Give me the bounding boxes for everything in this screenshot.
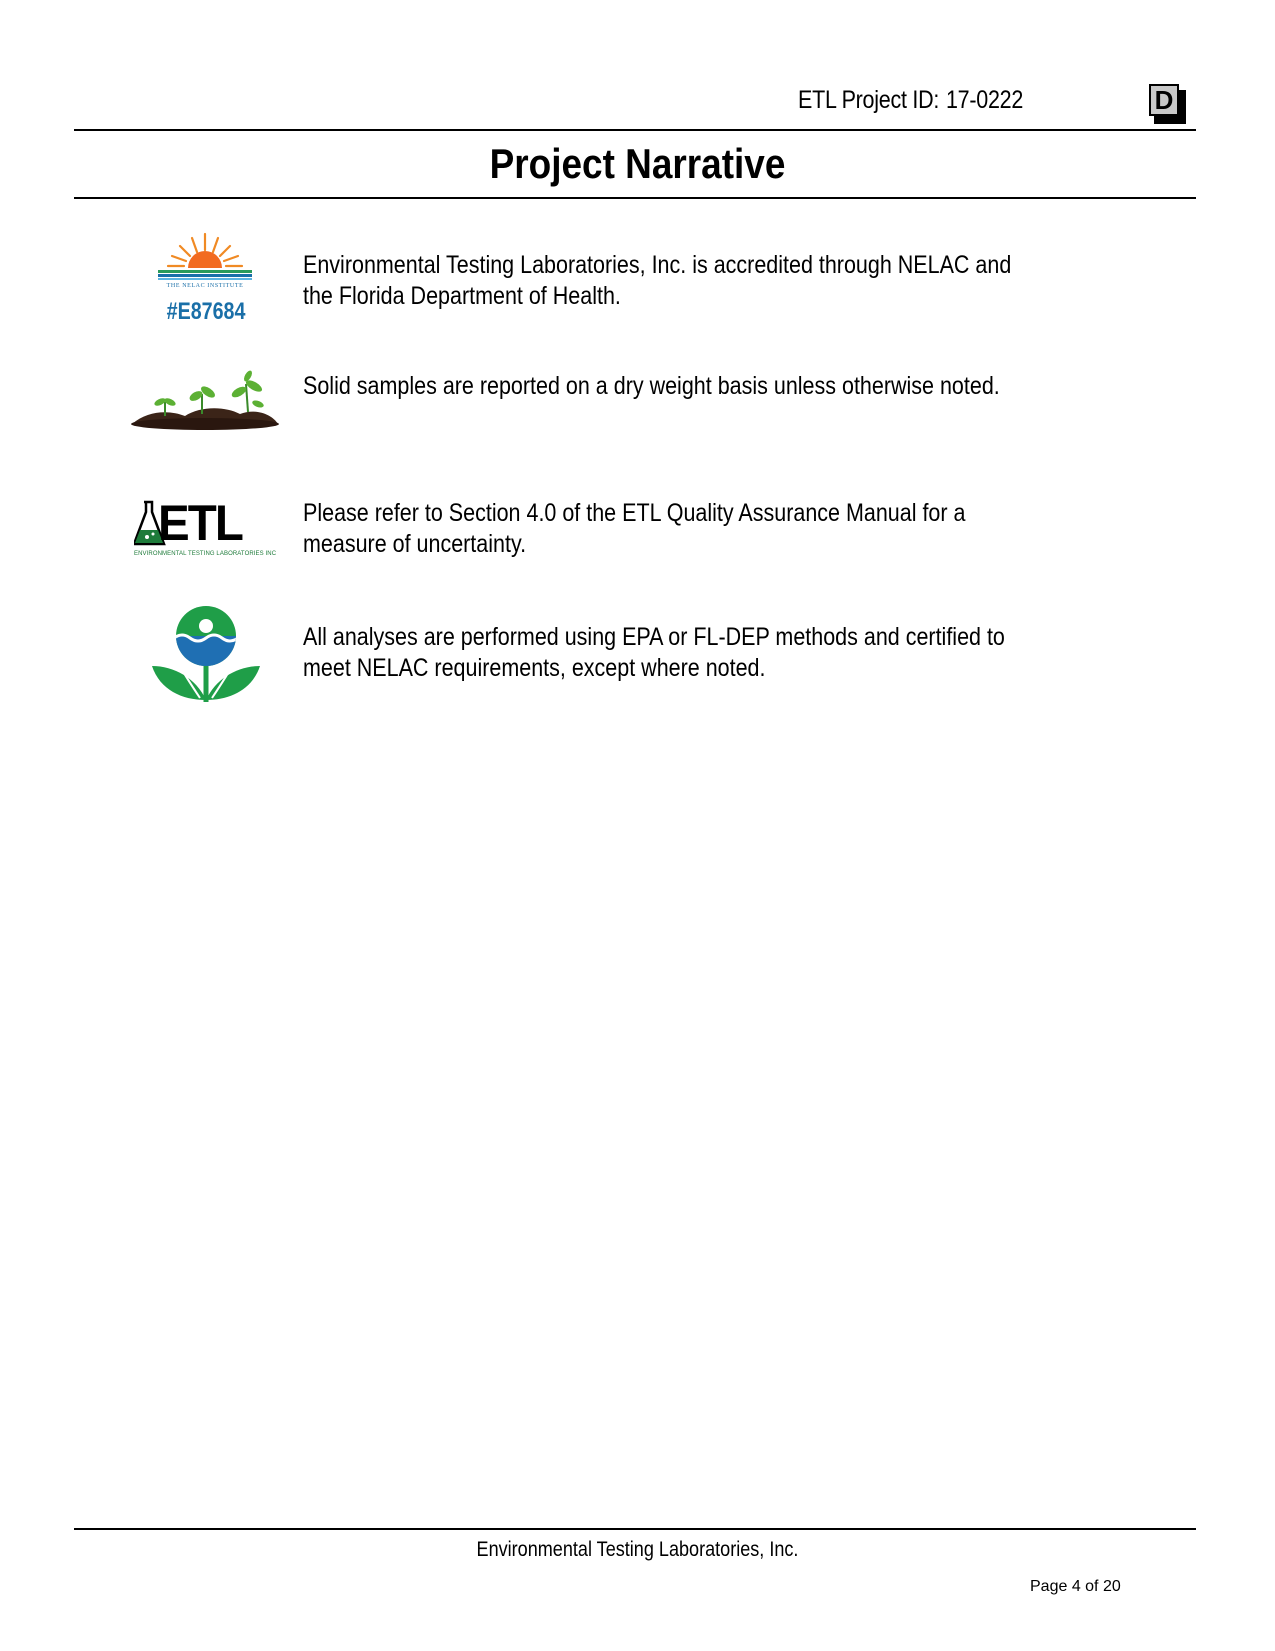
etl-logo-subtext: ENVIRONMENTAL TESTING LABORATORIES INC	[134, 551, 277, 557]
svg-text:THE NELAC INSTITUTE: THE NELAC INSTITUTE	[166, 283, 244, 288]
narrative-item-uncertainty: Please refer to Section 4.0 of the ETL Quality Assurance Manual for a measure of uncertainty.	[303, 499, 966, 558]
nelac-institute-logo-icon	[150, 228, 260, 288]
soil-seedlings-icon	[130, 366, 280, 432]
narrative-item-methods: All analyses are performed using EPA or FL-DEP methods and certified to meet NELAC requirements, except where noted.	[303, 623, 1005, 682]
project-id-value: 17-0222	[945, 86, 1024, 114]
footer-rule	[74, 1528, 1196, 1530]
project-id	[798, 86, 1023, 115]
project-id-label: ETL Project ID:	[798, 86, 940, 114]
header-rule	[74, 129, 1196, 131]
epa-flower-logo-icon	[152, 604, 260, 704]
page-title: Project Narrative	[489, 140, 786, 187]
etl-logo-text: ETL	[158, 495, 243, 551]
title-rule	[74, 197, 1196, 199]
page-number: Page 4 of 20	[1030, 1578, 1121, 1595]
narrative-item-accreditation: Environmental Testing Laboratories, Inc. is accredited through NELAC and the Florida Department of Health.	[303, 251, 1012, 310]
status-badge: D	[1149, 84, 1179, 116]
narrative-item-dry-weight: Solid samples are reported on a dry weight basis unless otherwise noted.	[303, 372, 1000, 400]
footer-company: Environmental Testing Laboratories, Inc.	[476, 1538, 799, 1561]
nelac-number: #E87684	[166, 298, 246, 325]
